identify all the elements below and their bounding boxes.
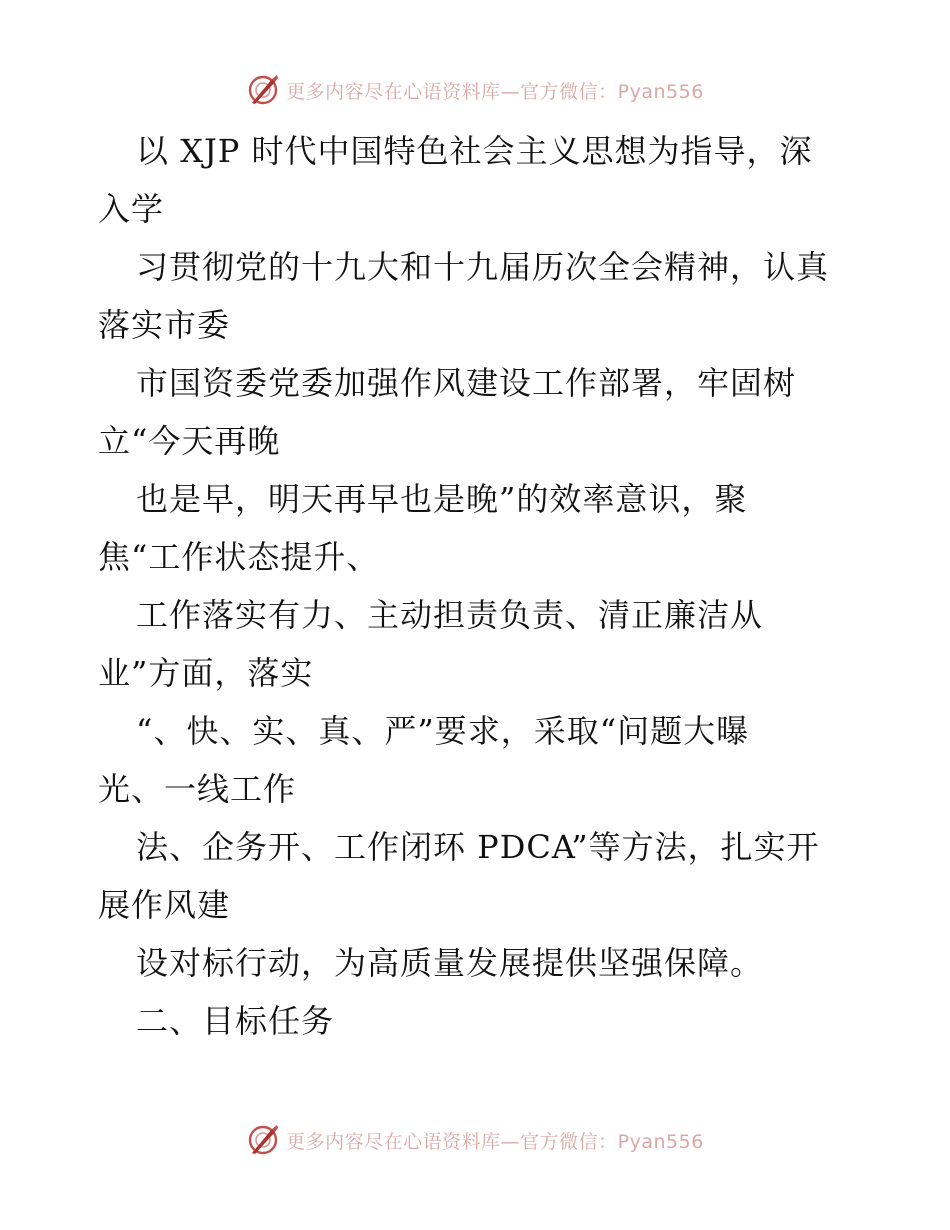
section-heading: 二、目标任务 <box>136 1002 335 1040</box>
body-line: 落实市委 <box>98 306 231 344</box>
body-line: 法、企务开、工作闭环 PDCA”等方法，扎实开 <box>136 828 820 866</box>
body-line: 展作风建 <box>98 886 231 924</box>
body-line: 设对标行动，为高质量发展提供坚强保障。 <box>136 944 764 982</box>
quill-pen-logo-icon <box>246 73 280 107</box>
body-line: “、快、实、真、严”要求，采取“问题大曝 <box>136 712 750 750</box>
footer-watermark <box>0 1122 950 1158</box>
body-line: 焦“工作状态提升、 <box>98 538 380 576</box>
quill-pen-logo-icon <box>246 1123 280 1157</box>
watermark-text: 更多内容尽在心语资料库—官方微信：Pyan556 <box>286 1130 704 1153</box>
body-line: 习贯彻党的十九大和十九届历次全会精神，认真 <box>136 248 830 286</box>
body-line: 立“今天再晚 <box>98 422 281 460</box>
body-line: 入学 <box>98 190 165 228</box>
watermark-text: 更多内容尽在心语资料库—官方微信：Pyan556 <box>286 80 704 103</box>
body-line: 业”方面，落实 <box>98 654 314 692</box>
body-line: 市国资委党委加强作风建设工作部署，牢固树 <box>136 364 797 402</box>
document-body <box>98 122 888 1050</box>
body-line: 也是早，明天再早也是晚”的效率意识，聚 <box>136 480 748 518</box>
body-line: 以 XJP 时代中国特色社会主义思想为指导，深 <box>136 132 813 170</box>
body-line: 光、一线工作 <box>98 770 297 808</box>
body-line: 工作落实有力、主动担责负责、清正廉洁从 <box>136 596 764 634</box>
header-watermark <box>0 72 950 108</box>
